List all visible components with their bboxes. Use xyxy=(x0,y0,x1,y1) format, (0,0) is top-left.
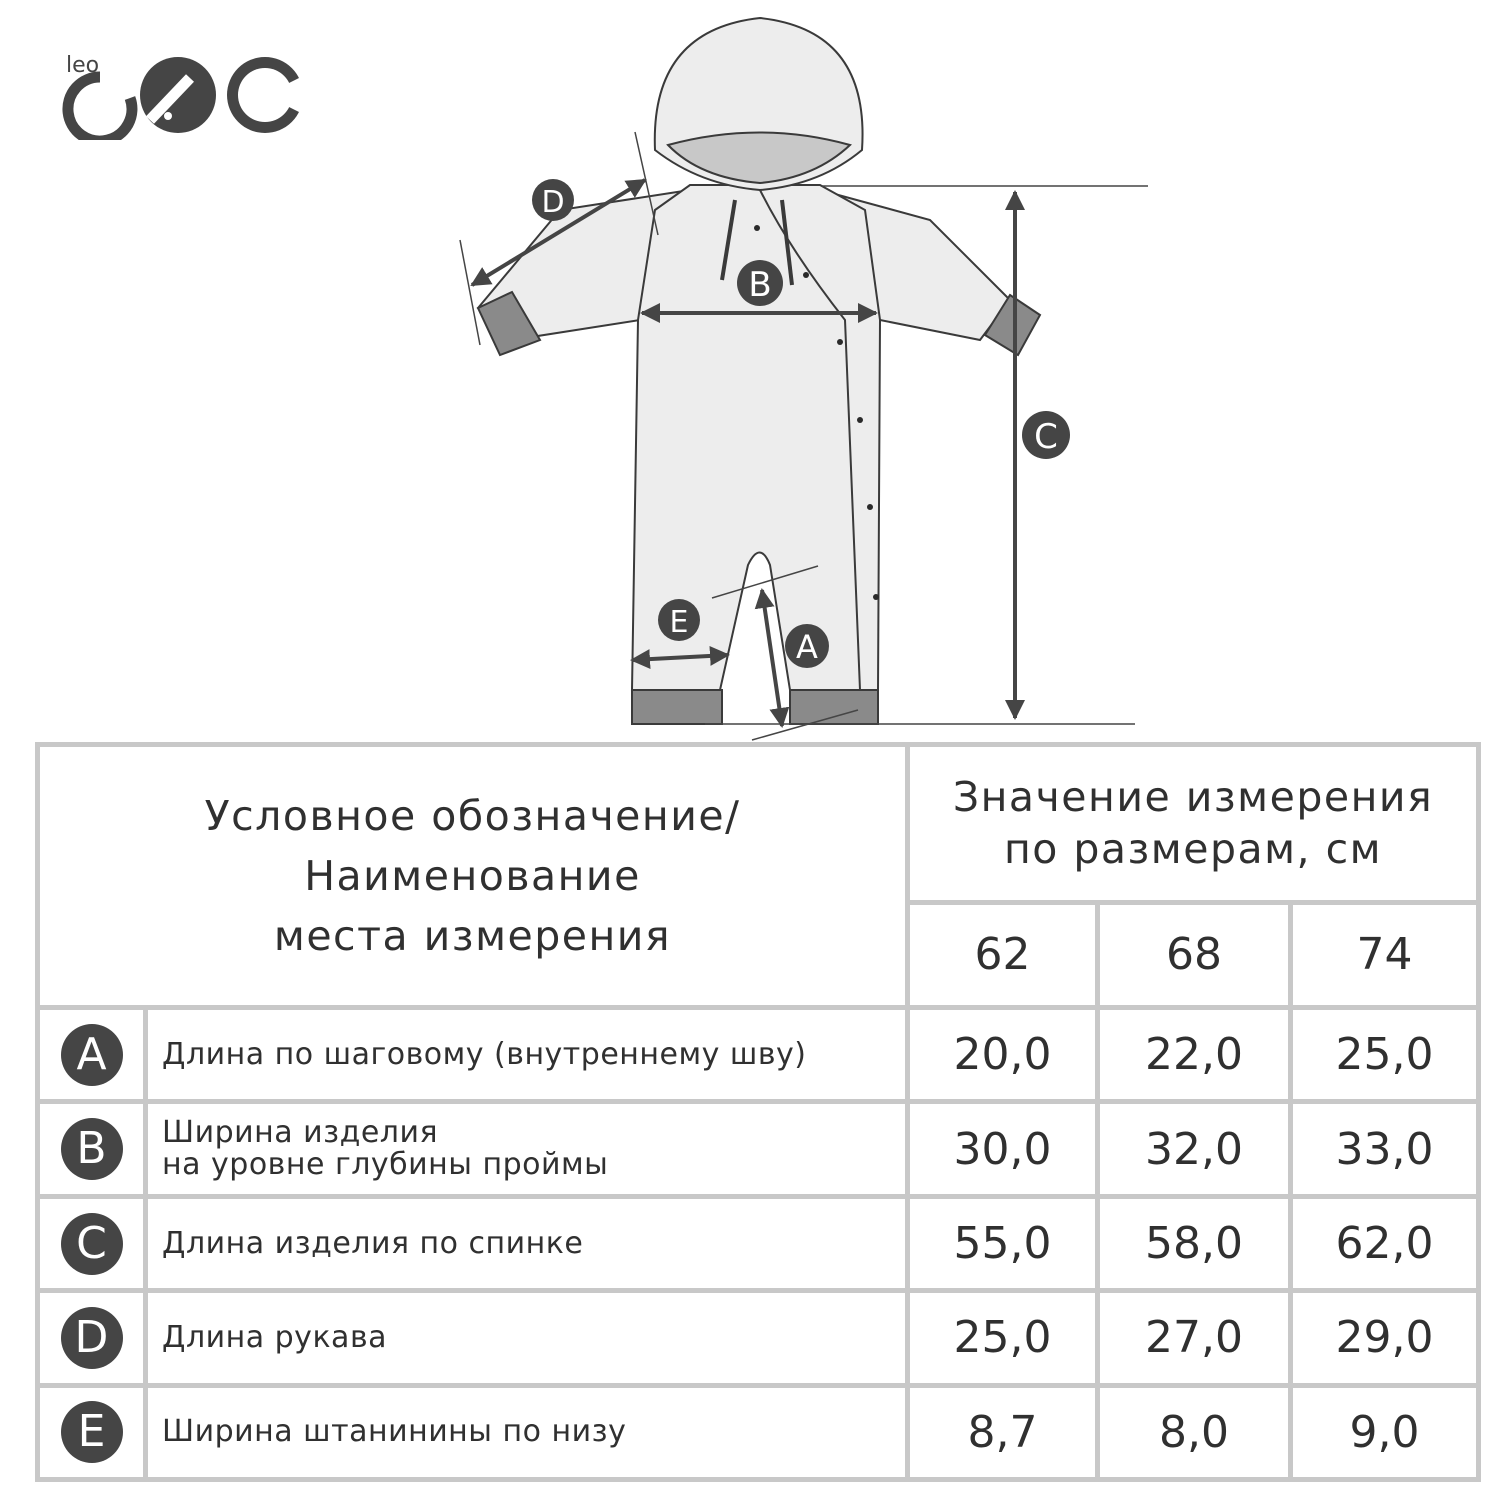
table-row xyxy=(38,1196,1479,1290)
logo-o-dot-shape xyxy=(140,57,216,133)
row-value: 25,0 xyxy=(908,1291,1098,1385)
row-name: Длина рукава xyxy=(146,1291,908,1385)
diagram-label-e xyxy=(658,599,700,641)
row-value: 58,0 xyxy=(1098,1196,1291,1290)
row-code xyxy=(38,1291,146,1385)
logo-c-shape xyxy=(68,77,132,140)
table-row xyxy=(38,1008,1479,1102)
row-code xyxy=(38,1102,146,1196)
row-value: 32,0 xyxy=(1098,1102,1291,1196)
diagram-label-c xyxy=(1022,411,1070,459)
code-badge: B xyxy=(61,1118,123,1180)
header-measurement-name: Условное обозначение/ Наименование места измерения xyxy=(38,745,908,1008)
row-value: 30,0 xyxy=(908,1102,1098,1196)
logo-small-text: leo xyxy=(66,53,100,78)
code-badge: A xyxy=(61,1024,123,1086)
row-value: 25,0 xyxy=(1291,1008,1479,1102)
row-value: 9,0 xyxy=(1291,1385,1479,1479)
row-name: Длина изделия по спинке xyxy=(146,1196,908,1290)
svg-text:C: C xyxy=(1034,417,1058,457)
size-header: 74 xyxy=(1291,902,1479,1007)
diagram-label-a xyxy=(785,624,829,668)
row-value: 55,0 xyxy=(908,1196,1098,1290)
svg-text:E: E xyxy=(669,605,689,640)
row-value: 62,0 xyxy=(1291,1196,1479,1290)
svg-text:B: B xyxy=(748,265,772,305)
size-table xyxy=(35,742,1481,1482)
table-header-row xyxy=(38,745,1479,903)
header-measurement-values: Значение измерения по размерам, см xyxy=(908,745,1479,903)
row-name: Ширина изделия на уровне глубины проймы xyxy=(146,1102,908,1196)
row-value: 29,0 xyxy=(1291,1291,1479,1385)
right-leg-cuff xyxy=(790,690,878,724)
left-leg-cuff xyxy=(632,690,722,724)
row-value: 27,0 xyxy=(1098,1291,1291,1385)
code-badge: D xyxy=(61,1307,123,1369)
svg-text:D: D xyxy=(541,185,565,220)
garment-diagram xyxy=(430,10,1160,745)
row-value: 8,0 xyxy=(1098,1385,1291,1479)
code-badge: C xyxy=(61,1213,123,1275)
svg-text:A: A xyxy=(796,628,818,666)
size-header: 62 xyxy=(908,902,1098,1007)
row-code xyxy=(38,1196,146,1290)
jumpsuit-drawing xyxy=(478,18,1040,724)
row-name: Длина по шаговому (внутреннему шву) xyxy=(146,1008,908,1102)
brand-logo xyxy=(50,40,320,140)
table-row xyxy=(38,1291,1479,1385)
row-value: 33,0 xyxy=(1291,1102,1479,1196)
diagram-label-d xyxy=(532,179,574,221)
row-code xyxy=(38,1008,146,1102)
table-row xyxy=(38,1102,1479,1196)
row-name: Ширина штанинины по низу xyxy=(146,1385,908,1479)
row-value: 22,0 xyxy=(1098,1008,1291,1102)
row-value: 20,0 xyxy=(908,1008,1098,1102)
row-value: 8,7 xyxy=(908,1385,1098,1479)
row-code xyxy=(38,1385,146,1479)
size-header: 68 xyxy=(1098,902,1291,1007)
diagram-label-b xyxy=(737,260,783,306)
code-badge: E xyxy=(61,1401,123,1463)
table-row xyxy=(38,1385,1479,1479)
logo-o-notch-shape xyxy=(227,57,305,133)
